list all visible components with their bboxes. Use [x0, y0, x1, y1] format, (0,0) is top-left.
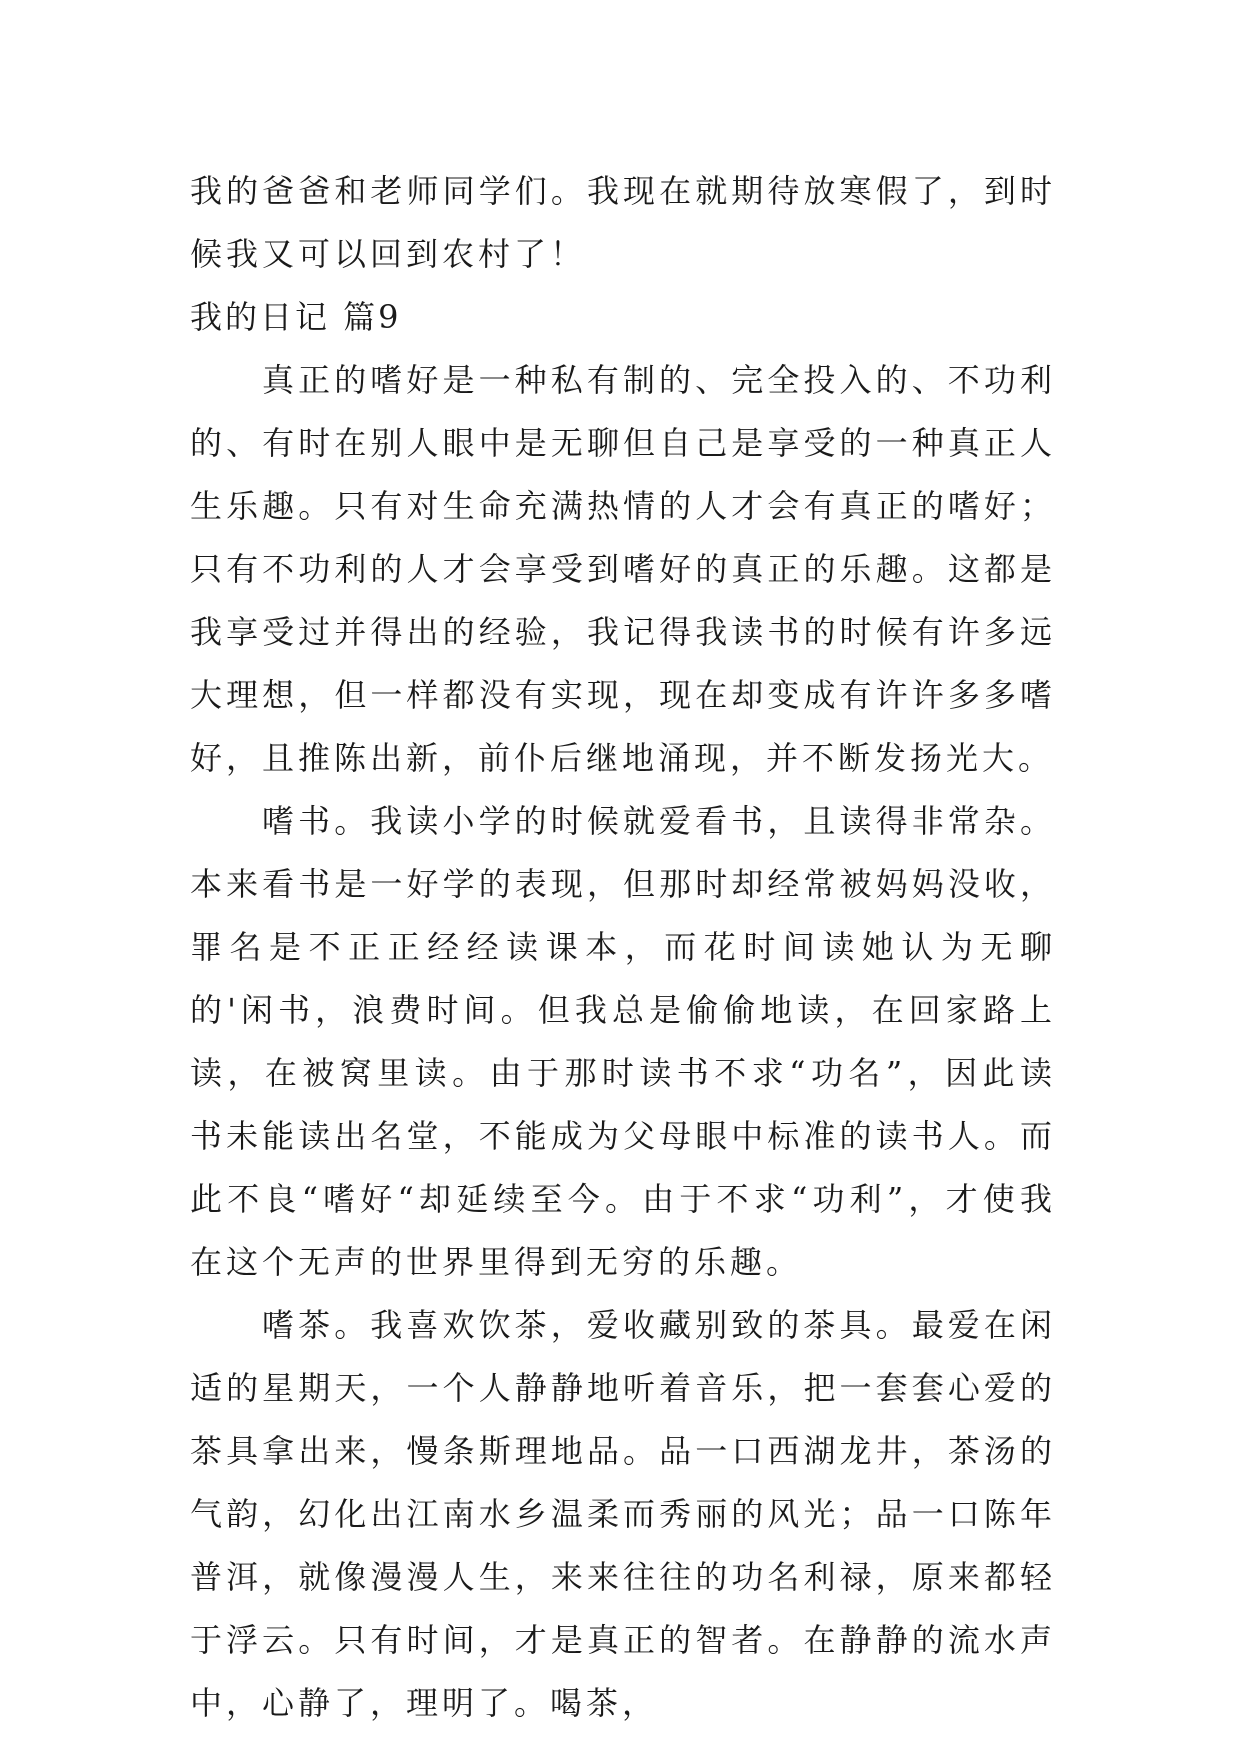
continuation-paragraph: 我的爸爸和老师同学们。我现在就期待放寒假了，到时候我又可以回到农村了！ [190, 172, 1056, 273]
diary-heading: 我的日记 篇9 [190, 298, 402, 336]
paragraph-tea: 嗜茶。我喜欢饮茶，爱收藏别致的茶具。最爱在闲适的星期天，一个人静静地听着音乐，把一套套心爱的茶具拿出来，慢条斯理地品。品一口西湖龙井，茶汤的气韵，幻化出江南水乡温柔而秀丽的风光；品一口陈年普洱，就像漫漫人生，来来往往的功名利禄，原来都轻于浮云。只有时间，才是真正的智者。在静静的流水声中，心静了，理明了。喝茶， [190, 1306, 1056, 1722]
paragraph-hobby-intro: 真正的嗜好是一种私有制的、完全投入的、不功利的、有时在别人眼中是无聊但自己是享受的一种真正人生乐趣。只有对生命充满热情的人才会有真正的嗜好；只有不功利的人才会享受到嗜好的真正的乐趣。这都是我享受过并得出的经验，我记得我读书的时候有许多远大理想，但一样都没有实现，现在却变成有许许多多嗜好，且推陈出新，前仆后继地涌现，并不断发扬光大。 [190, 361, 1056, 777]
document-page [190, 160, 1056, 1735]
paragraph-books: 嗜书。我读小学的时候就爱看书，且读得非常杂。本来看书是一好学的表现，但那时却经常被妈妈没收，罪名是不正正经经读课本，而花时间读她认为无聊的'闲书，浪费时间。但我总是偷偷地读，在回家路上读，在被窝里读。由于那时读书不求“功名”，因此读书未能读出名堂，不能成为父母眼中标准的读书人。而此不良“嗜好“却延续至今。由于不求“功利”，才使我在这个无声的世界里得到无穷的乐趣。 [190, 802, 1056, 1281]
